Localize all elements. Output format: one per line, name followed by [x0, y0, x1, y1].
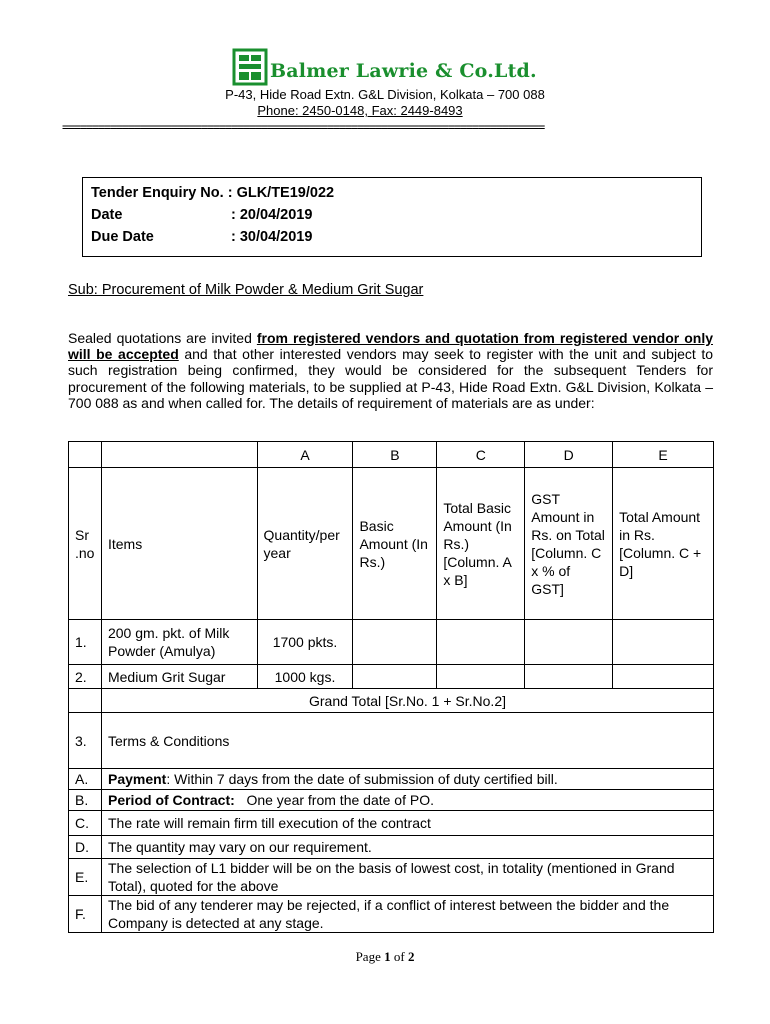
terms-title: Terms & Conditions — [101, 713, 713, 769]
terms-number: 3. — [69, 713, 102, 769]
tender-date-value: : 20/04/2019 — [231, 207, 313, 223]
letterhead-logo — [232, 48, 537, 90]
page-prefix: Page — [355, 949, 385, 964]
company-phone-fax: Phone: 2450-0148, Fax: 2449-8493 — [257, 103, 463, 118]
tender-enquiry-label: Tender Enquiry No. : — [91, 185, 233, 201]
table-header-row — [69, 468, 714, 620]
header-gst-amount: GST Amount in Rs. on Total [Column. C x % of GST] — [525, 468, 613, 620]
terms-row — [69, 790, 714, 811]
requirements-table — [68, 441, 714, 933]
terms-row — [69, 811, 714, 836]
column-letter-d: D — [525, 442, 613, 468]
terms-text: One year from the date of PO. — [246, 792, 434, 808]
tender-due-value: : 30/04/2019 — [231, 229, 313, 245]
header-items: Items — [101, 468, 257, 620]
table-row — [69, 665, 714, 689]
terms-id: D. — [69, 836, 102, 859]
terms-row — [69, 896, 714, 933]
tender-date-label: Date — [91, 207, 123, 223]
terms-text: The quantity may vary on our requirement. — [101, 836, 713, 859]
grand-total-label: Grand Total [Sr.No. 1 + Sr.No.2] — [101, 689, 713, 713]
row-item: Medium Grit Sugar — [101, 665, 257, 689]
intro-text-2: and that other interested vendors may seek to register with the unit and subject to such registration being confirmed, they would be considered for the subsequent Tenders for procurement of the following materials, to be supplied at P-43, Hide Road Extn. G&L Division, Kolkata – 700 088 as and when called for. The details of requirement of materials are as under: — [68, 346, 713, 411]
column-letter-b: B — [353, 442, 437, 468]
tender-enquiry-row — [91, 185, 334, 201]
terms-label: Payment — [107, 771, 167, 787]
company-address: P-43, Hide Road Extn. G&L Division, Kolkata – 700 088 — [225, 87, 545, 102]
header-total-basic: Total Basic Amount (In Rs.) [Column. A x B] — [437, 468, 525, 620]
terms-id: F. — [69, 896, 102, 933]
company-name: Balmer Lawrie & Co.Ltd. — [270, 60, 537, 82]
subject-line: Sub: Procurement of Milk Powder & Medium Grit Sugar — [68, 282, 424, 298]
terms-id: C. — [69, 811, 102, 836]
terms-id: E. — [69, 859, 102, 896]
header-quantity: Quantity/per year — [257, 468, 353, 620]
header-srno: Sr .no — [69, 468, 102, 620]
header-total-amount: Total Amount in Rs. [Column. C + D] — [613, 468, 714, 620]
terms-id: A. — [69, 769, 102, 790]
terms-heading-row — [69, 713, 714, 769]
tender-enquiry-value: GLK/TE19/022 — [236, 185, 335, 201]
intro-emphasis: from registered vendors and quotation from registered vendor only will be accepted — [68, 330, 713, 363]
terms-text: The selection of L1 bidder will be on the basis of lowest cost, in totality (mentioned in Grand Total), quoted for the above — [101, 859, 713, 896]
terms-label: Period of Contract: — [107, 792, 235, 808]
column-letter-e: E — [613, 442, 714, 468]
row-item: 200 gm. pkt. of Milk Powder (Amulya) — [101, 620, 257, 665]
page-number — [0, 949, 770, 965]
row-quantity: 1000 kgs. — [257, 665, 353, 689]
row-quantity: 1700 pkts. — [257, 620, 353, 665]
intro-paragraph — [68, 330, 713, 411]
tender-info-box — [82, 177, 702, 257]
page-total: 2 — [407, 949, 415, 964]
terms-text: The bid of any tenderer may be rejected, if a conflict of interest between the bidder and the Company is detected at any stage. — [101, 896, 713, 933]
column-letter-c: C — [437, 442, 525, 468]
column-letter-a: A — [257, 442, 353, 468]
terms-text: The rate will remain firm till execution of the contract — [101, 811, 713, 836]
letterhead-separator: ================================================================================ — [62, 120, 544, 134]
terms-text: : Within 7 days from the date of submission of duty certified bill. — [166, 771, 558, 787]
page-current: 1 — [384, 949, 391, 964]
header-basic-amount: Basic Amount (In Rs.) — [353, 468, 437, 620]
terms-row — [69, 769, 714, 790]
terms-row — [69, 836, 714, 859]
column-letter-row — [69, 442, 714, 468]
company-logo-icon — [232, 48, 268, 86]
row-srno: 1. — [69, 620, 102, 665]
tender-due-label: Due Date — [91, 229, 154, 245]
intro-text-1: Sealed quotations are invited — [68, 330, 257, 346]
row-srno: 2. — [69, 665, 102, 689]
terms-id: B. — [69, 790, 102, 811]
tender-due-row — [91, 229, 312, 245]
tender-date-row — [91, 207, 312, 223]
grand-total-row — [69, 689, 714, 713]
table-row — [69, 620, 714, 665]
page-of: of — [390, 949, 408, 964]
terms-row — [69, 859, 714, 896]
